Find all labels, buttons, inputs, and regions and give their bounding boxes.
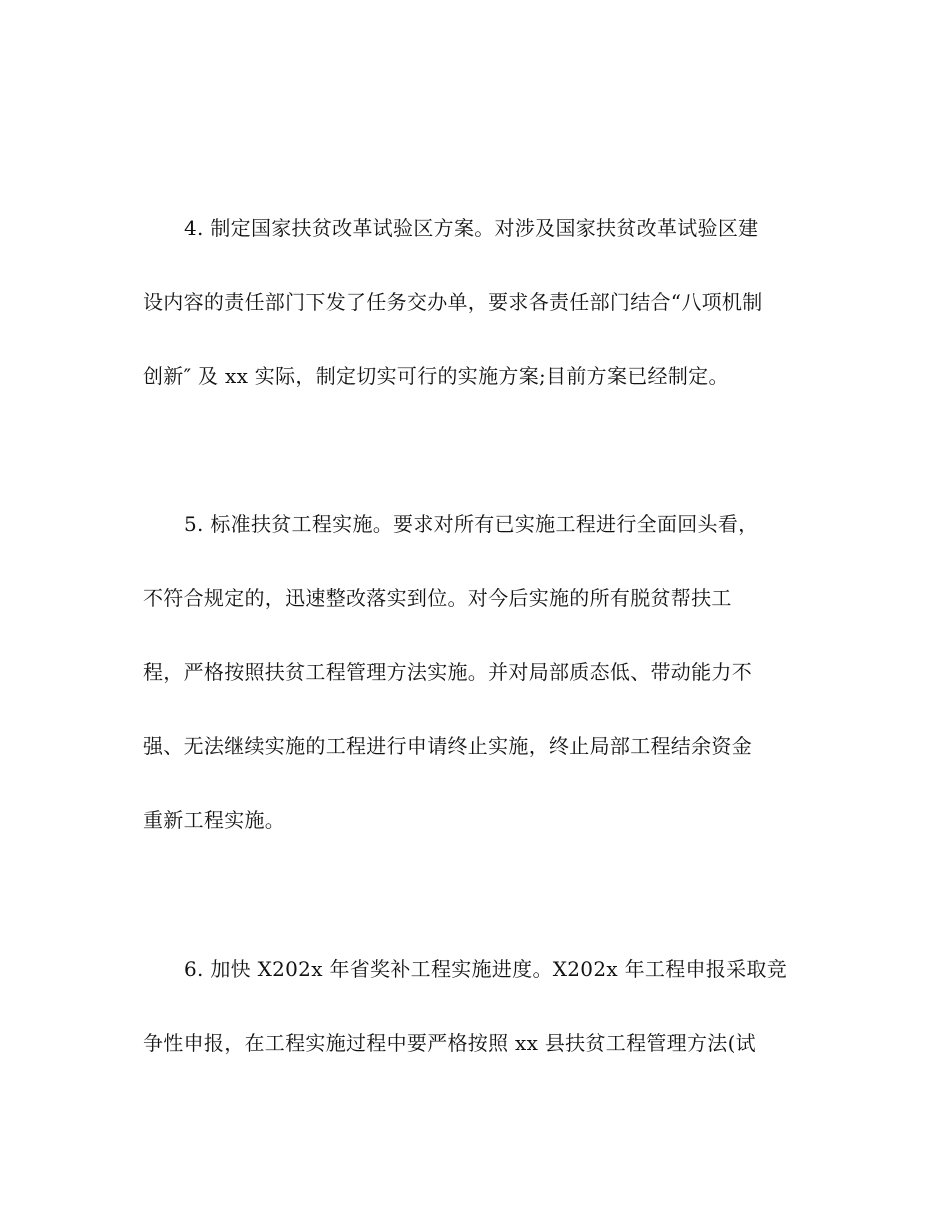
paragraph-line: 6. 加快 X202x 年省奖补工程实施进度。X202x 年工程申报采取竞	[184, 957, 787, 981]
paragraph-line: 5. 标准扶贫工程实施。要求对所有已实施工程进行全面回头看，	[184, 512, 759, 536]
paragraph-line: 重新工程实施。	[143, 808, 286, 832]
paragraph-line: 不符合规定的，迅速整改落实到位。对今后实施的所有脱贫帮扶工	[143, 586, 732, 610]
paragraph-line: 争性申报，在工程实施过程中要严格按照 xx 县扶贫工程管理方法(试	[143, 1031, 756, 1055]
paragraph-line: 强、无法继续实施的工程进行申请终止实施，终止局部工程结余资金	[143, 734, 752, 758]
paragraph-line: 4. 制定国家扶贫改革试验区方案。对涉及国家扶贫改革试验区建	[184, 216, 759, 240]
paragraph-line: 创新″ 及 xx 实际，制定切实可行的实施方案;目前方案已经制定。	[143, 364, 729, 388]
paragraph-line: 程，严格按照扶贫工程管理方法实施。并对局部质态低、带动能力不	[143, 660, 752, 684]
paragraph-line: 设内容的责任部门下发了任务交办单，要求各责任部门结合“八项机制	[143, 290, 763, 314]
